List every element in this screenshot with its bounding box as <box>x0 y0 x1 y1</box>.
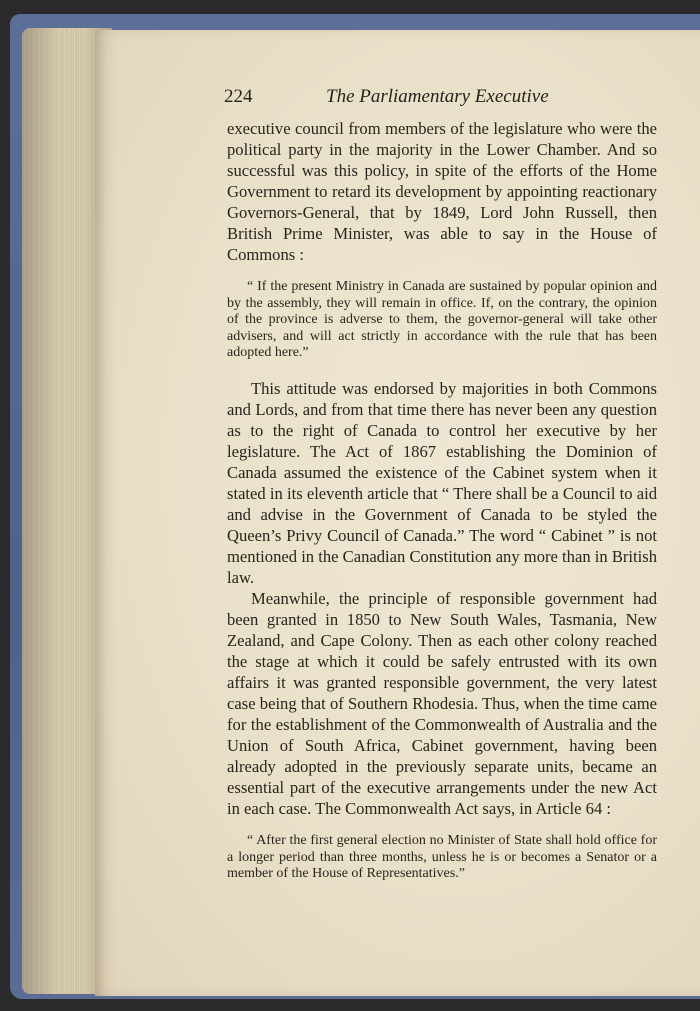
page-number: 224 <box>224 86 253 107</box>
block-quote-russell: “ If the present Ministry in Canada are sustained by popular opinion and by the assembly, they will remain in office. If, on the contrary, the opinion of the province is adverse to them, the governor-general will take other advisers, and will act strictly in accordance with the rule that has been adopted here.” <box>227 279 657 361</box>
paragraph-2: This attitude was endorsed by majorities in both Commons and Lords, and from that time there has never been any question as to the right of Canada to control her executive by her legislature. The Act of 1867 establishing the Dominion of Canada assumed the existence of the Cabinet system when it stated in its eleventh article that “ There shall be a Council to aid and advise in the Government of Canada to be styled the Queen’s Privy Council of Canada.” The word “ Cabinet ” is not mentioned in the Canadian Constitution any more than in British law. <box>227 378 657 587</box>
page-header <box>130 86 590 112</box>
block-quote-article-64: “ After the first general election no Minister of State shall hold office for a longer period than three months, unless he is or becomes a Senator or a member of the House of Representatives.” <box>227 832 657 882</box>
page-body <box>227 118 657 883</box>
running-title: The Parliamentary Executive <box>326 86 549 107</box>
paragraph-1: executive council from members of the legislature who were the political party in the majority in the Lower Chamber. And so successful was this policy, in spite of the efforts of the Home Government to retard its development by appointing reactionary Governors-General, that by 1849, Lord John Russell, then British Prime Minister, was able to say in the House of Commons : <box>227 119 657 264</box>
paragraph-3: Meanwhile, the principle of responsible government had been granted in 1850 to New South Wales, Tasmania, New Zealand, and Cape Colony. Then as each other colony reached the stage at which it could be safely entrusted with its own affairs it was granted responsible government, the very latest case being that of Southern Rhodesia. Thus, when the time came for the establishment of the Commonwealth of Australia and the Union of South Africa, Cabinet government, having been already adopted in the previously separate units, became an essential part of the executive arrangements under the new Act in each case. The Commonwealth Act says, in Article 64 : <box>227 588 657 818</box>
